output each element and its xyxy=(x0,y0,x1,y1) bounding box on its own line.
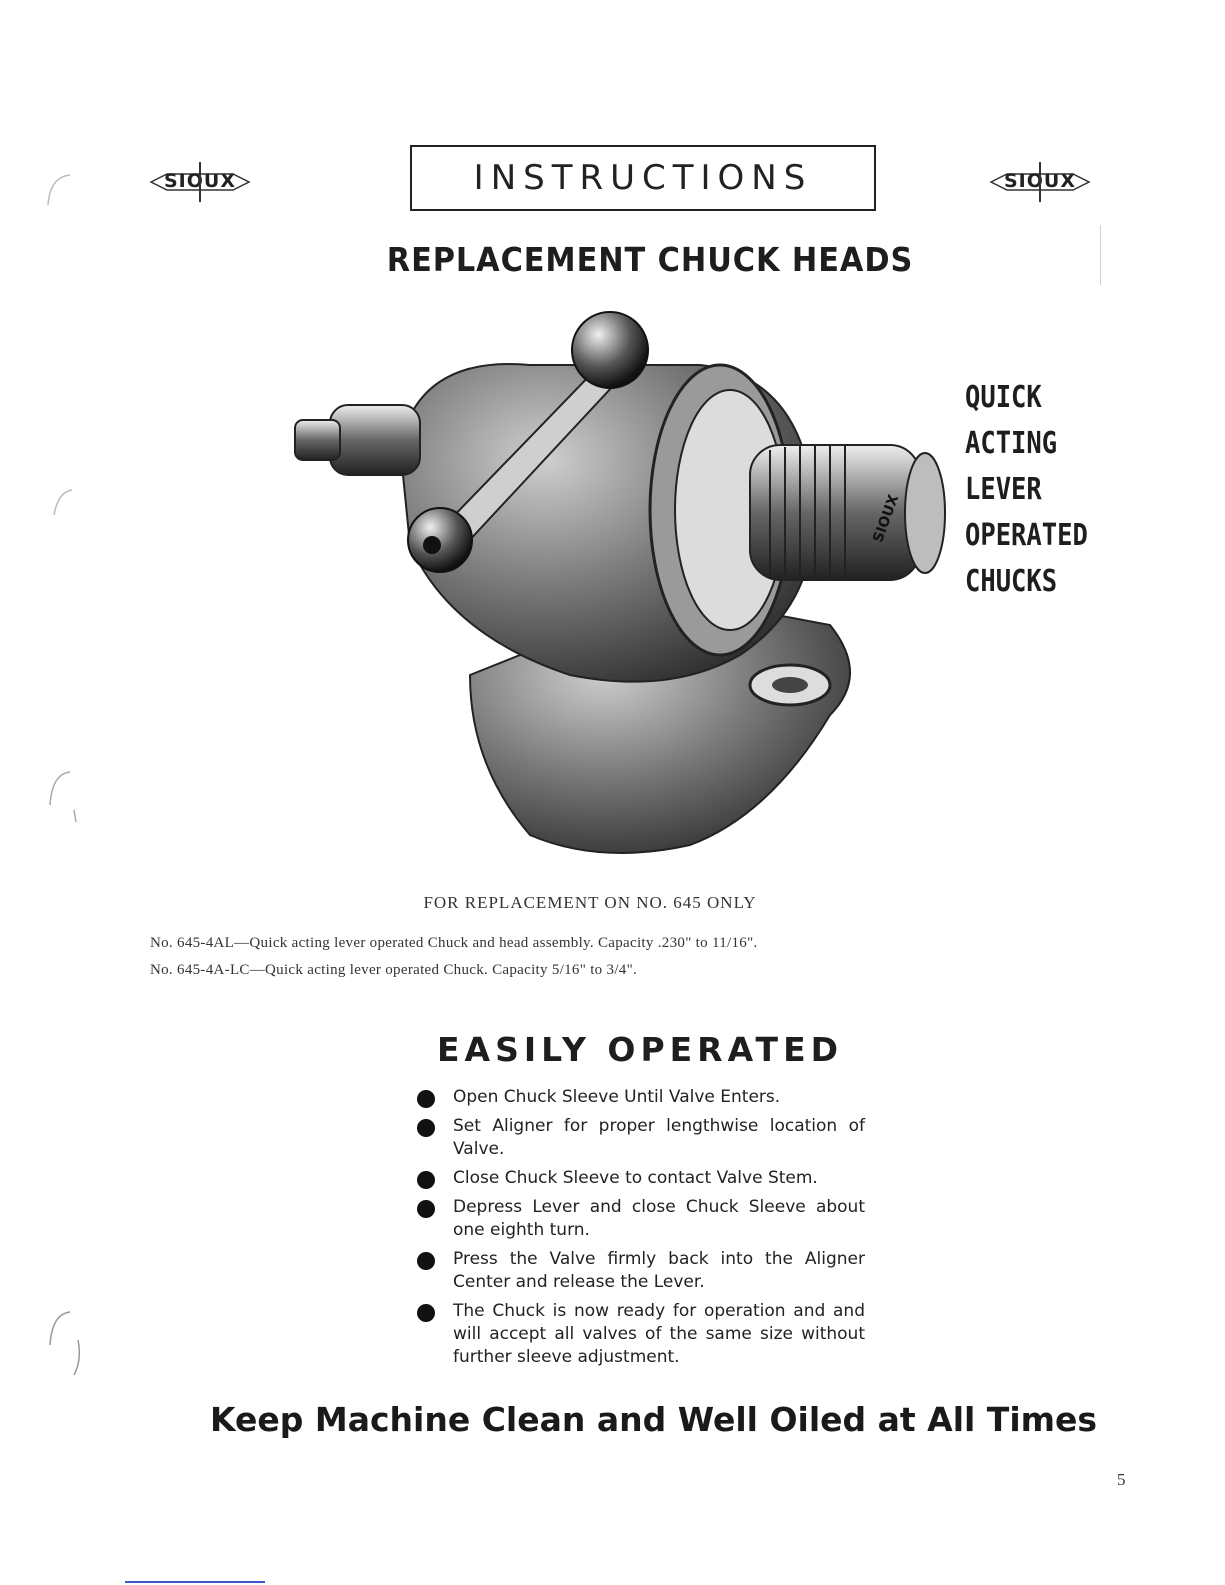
page-title: REPLACEMENT CHUCK HEADS xyxy=(386,240,914,279)
feature-item: OPERATED xyxy=(965,518,1088,553)
step-text: Press the Valve firmly back into the Aligner Center and release the Lever. xyxy=(453,1249,865,1292)
punch-hole-mark xyxy=(30,1300,90,1380)
section-heading: EASILY OPERATED xyxy=(436,1030,843,1069)
spec-line: No. 645-4AL—Quick acting lever operated Chuck and head assembly. Capacity .230" to 11/16". xyxy=(150,935,758,951)
list-item xyxy=(415,1086,865,1109)
sioux-logo-right xyxy=(985,150,1095,210)
bullet-icon xyxy=(417,1252,435,1270)
step-text: Set Aligner for proper lengthwise location of Valve. xyxy=(453,1116,865,1159)
step-text: The Chuck is now ready for operation and and will accept all valves of the same size without further sleeve adjustment. xyxy=(453,1301,865,1367)
list-item xyxy=(415,1115,865,1161)
bullet-icon xyxy=(417,1171,435,1189)
chuck-head-illustration xyxy=(270,295,960,865)
instructions-header: INSTRUCTIONS xyxy=(410,145,876,211)
step-text: Close Chuck Sleeve to contact Valve Stem. xyxy=(453,1168,818,1188)
step-text: Open Chuck Sleeve Until Valve Enters. xyxy=(453,1087,781,1107)
feature-item: LEVER xyxy=(965,472,1042,507)
operation-steps xyxy=(415,1086,865,1375)
sioux-logo-left xyxy=(145,150,255,210)
svg-text:SIOUX: SIOUX xyxy=(164,170,236,192)
punch-hole-mark xyxy=(30,470,90,550)
list-item xyxy=(415,1300,865,1369)
svg-text:SIOUX: SIOUX xyxy=(1004,170,1076,192)
list-item xyxy=(415,1196,865,1242)
list-item xyxy=(415,1248,865,1294)
feature-list xyxy=(965,375,1185,605)
footer-slogan: Keep Machine Clean and Well Oiled at All Times xyxy=(210,1400,1098,1439)
feature-item: CHUCKS xyxy=(965,564,1058,599)
bullet-icon xyxy=(417,1090,435,1108)
punch-hole-mark xyxy=(30,165,90,245)
step-text: Depress Lever and close Chuck Sleeve about one eighth turn. xyxy=(453,1197,865,1240)
spec-line: No. 645-4A-LC—Quick acting lever operated Chuck. Capacity 5/16" to 3/4". xyxy=(150,962,638,978)
bullet-icon xyxy=(417,1200,435,1218)
replacement-note: FOR REPLACEMENT ON NO. 645 ONLY xyxy=(423,893,757,912)
feature-item: QUICK xyxy=(965,380,1042,415)
list-item xyxy=(415,1167,865,1190)
scan-artifact xyxy=(1100,225,1101,285)
feature-item: ACTING xyxy=(965,426,1058,461)
svg-text:SIOUX: SIOUX xyxy=(870,492,903,545)
bullet-icon xyxy=(417,1119,435,1137)
page-number: 5 xyxy=(1117,1470,1126,1489)
punch-hole-mark xyxy=(30,760,90,840)
bullet-icon xyxy=(417,1304,435,1322)
scan-link-underline[interactable] xyxy=(125,1581,265,1583)
